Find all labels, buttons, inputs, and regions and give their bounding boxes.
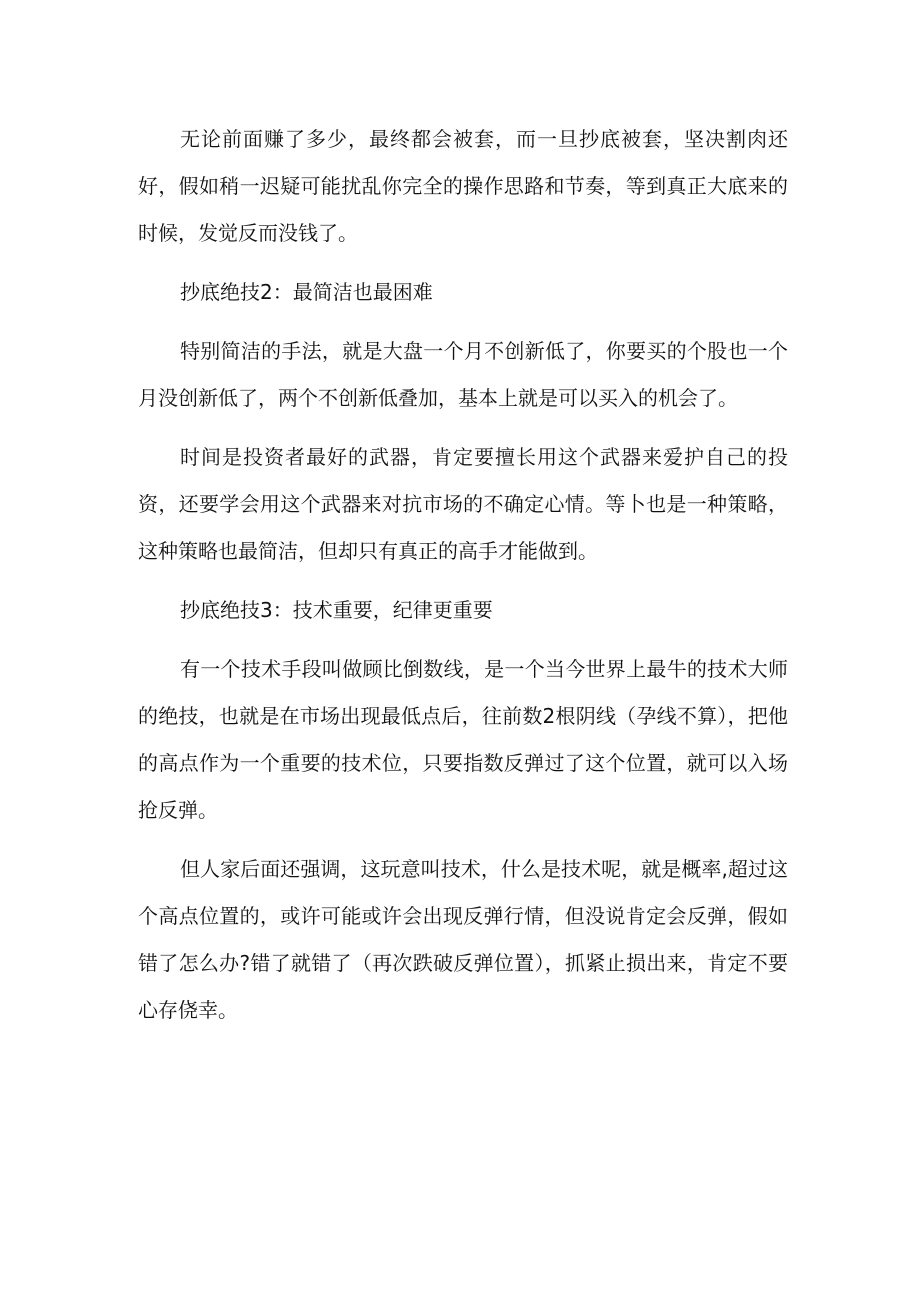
section-heading-2: 抄底绝技2：最简洁也最困难: [180, 280, 433, 304]
paragraph-2: 特别简洁的手法，就是大盘一个月不创新低了，你要买的个股也一个月没创新低了，两个不创新低叠加，基本上就是可以买入的机会了。: [138, 339, 788, 410]
paragraph-3: 时间是投资者最好的武器，肯定要擅长用这个武器来爱护自己的投资，还要学会用这个武器来对抗市场的不确定心情。等卜也是一种策略，这种策略也最简洁，但却只有真正的高手才能做到。: [138, 445, 788, 563]
document-body: [138, 116, 788, 1046]
section-heading-3: 抄底绝技3：技术重要，纪律更重要: [180, 598, 493, 622]
paragraph-1: 无论前面赚了多少，最终都会被套，而一旦抄底被套，坚决割肉还好，假如稍一迟疑可能扰乱你完全的操作思路和节奏，等到真正大底来的时候，发觉反而没钱了。: [138, 127, 788, 245]
paragraph-5: 但人家后面还强调，这玩意叫技术，什么是技术呢，就是概率,超过这个高点位置的，或许可能或许会出现反弹行情，但没说肯定会反弹，假如错了怎么办?错了就错了（再次跌破反弹位置），抓紧止损出来，肯定不要心存侥幸。: [138, 857, 788, 1022]
paragraph-4: 有一个技术手段叫做顾比倒数线，是一个当今世界上最牛的技术大师的绝技，也就是在市场出现最低点后，往前数2根阴线（孕线不算），把他的高点作为一个重要的技术位，只要指数反弹过了这个位置，就可以入场抢反弹。: [138, 657, 788, 822]
